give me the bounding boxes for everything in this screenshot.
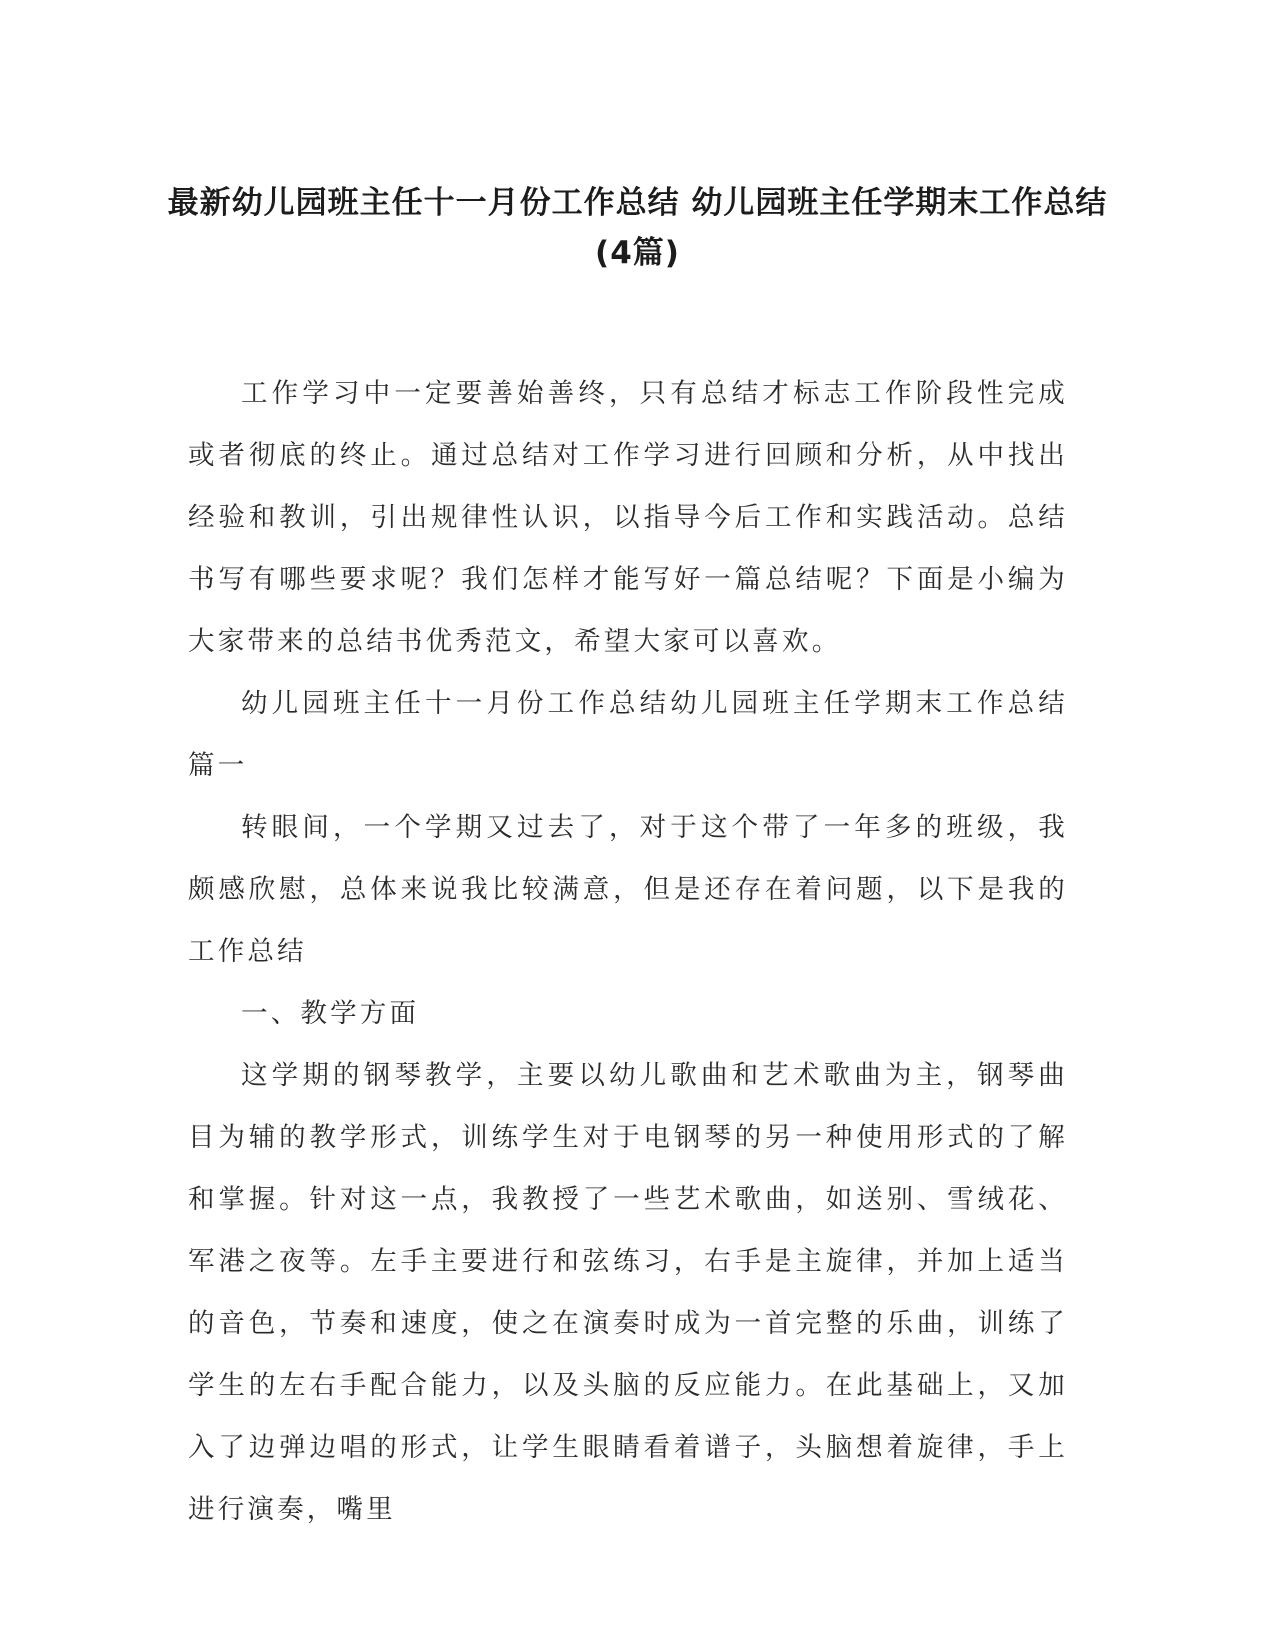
teaching-heading: 一、教学方面	[241, 998, 420, 1029]
document-title: 最新幼儿园班主任十一月份工作总结 幼儿园班主任学期末工作总结(4篇)	[167, 185, 1108, 271]
teaching-paragraph: 这学期的钢琴教学，主要以幼儿歌曲和艺术歌曲为主，钢琴曲目为辅的教学形式，训练学生对于电钢琴的另一种使用形式的了解和掌握。针对这一点，我教授了一些艺术歌曲，如送别、雪绒花、军港之夜等。左手主要进行和弦练习，右手是主旋律，并加上适当的音色，节奏和速度，使之在演奏时成为一首完整的乐曲，训练了学生的左右手配合能力，以及头脑的反应能力。在此基础上，又加入了边弹边唱的形式，让学生眼睛看着谱子，头脑想着旋律，手上进行演奏，嘴里	[188, 1060, 1068, 1525]
section-heading-paragraph: 幼儿园班主任十一月份工作总结幼儿园班主任学期末工作总结篇一	[188, 688, 1068, 781]
document-body	[188, 363, 1068, 1541]
intro-paragraph: 工作学习中一定要善始善终，只有总结才标志工作阶段性完成或者彻底的终止。通过总结对工作学习进行回顾和分析，从中找出经验和教训，引出规律性认识，以指导今后工作和实践活动。总结书写有哪些要求呢？我们怎样才能写好一篇总结呢？下面是小编为大家带来的总结书优秀范文，希望大家可以喜欢。	[188, 378, 1068, 657]
opening-paragraph: 转眼间，一个学期又过去了，对于这个带了一年多的班级，我颇感欣慰，总体来说我比较满意，但是还存在着问题，以下是我的工作总结	[188, 812, 1068, 967]
